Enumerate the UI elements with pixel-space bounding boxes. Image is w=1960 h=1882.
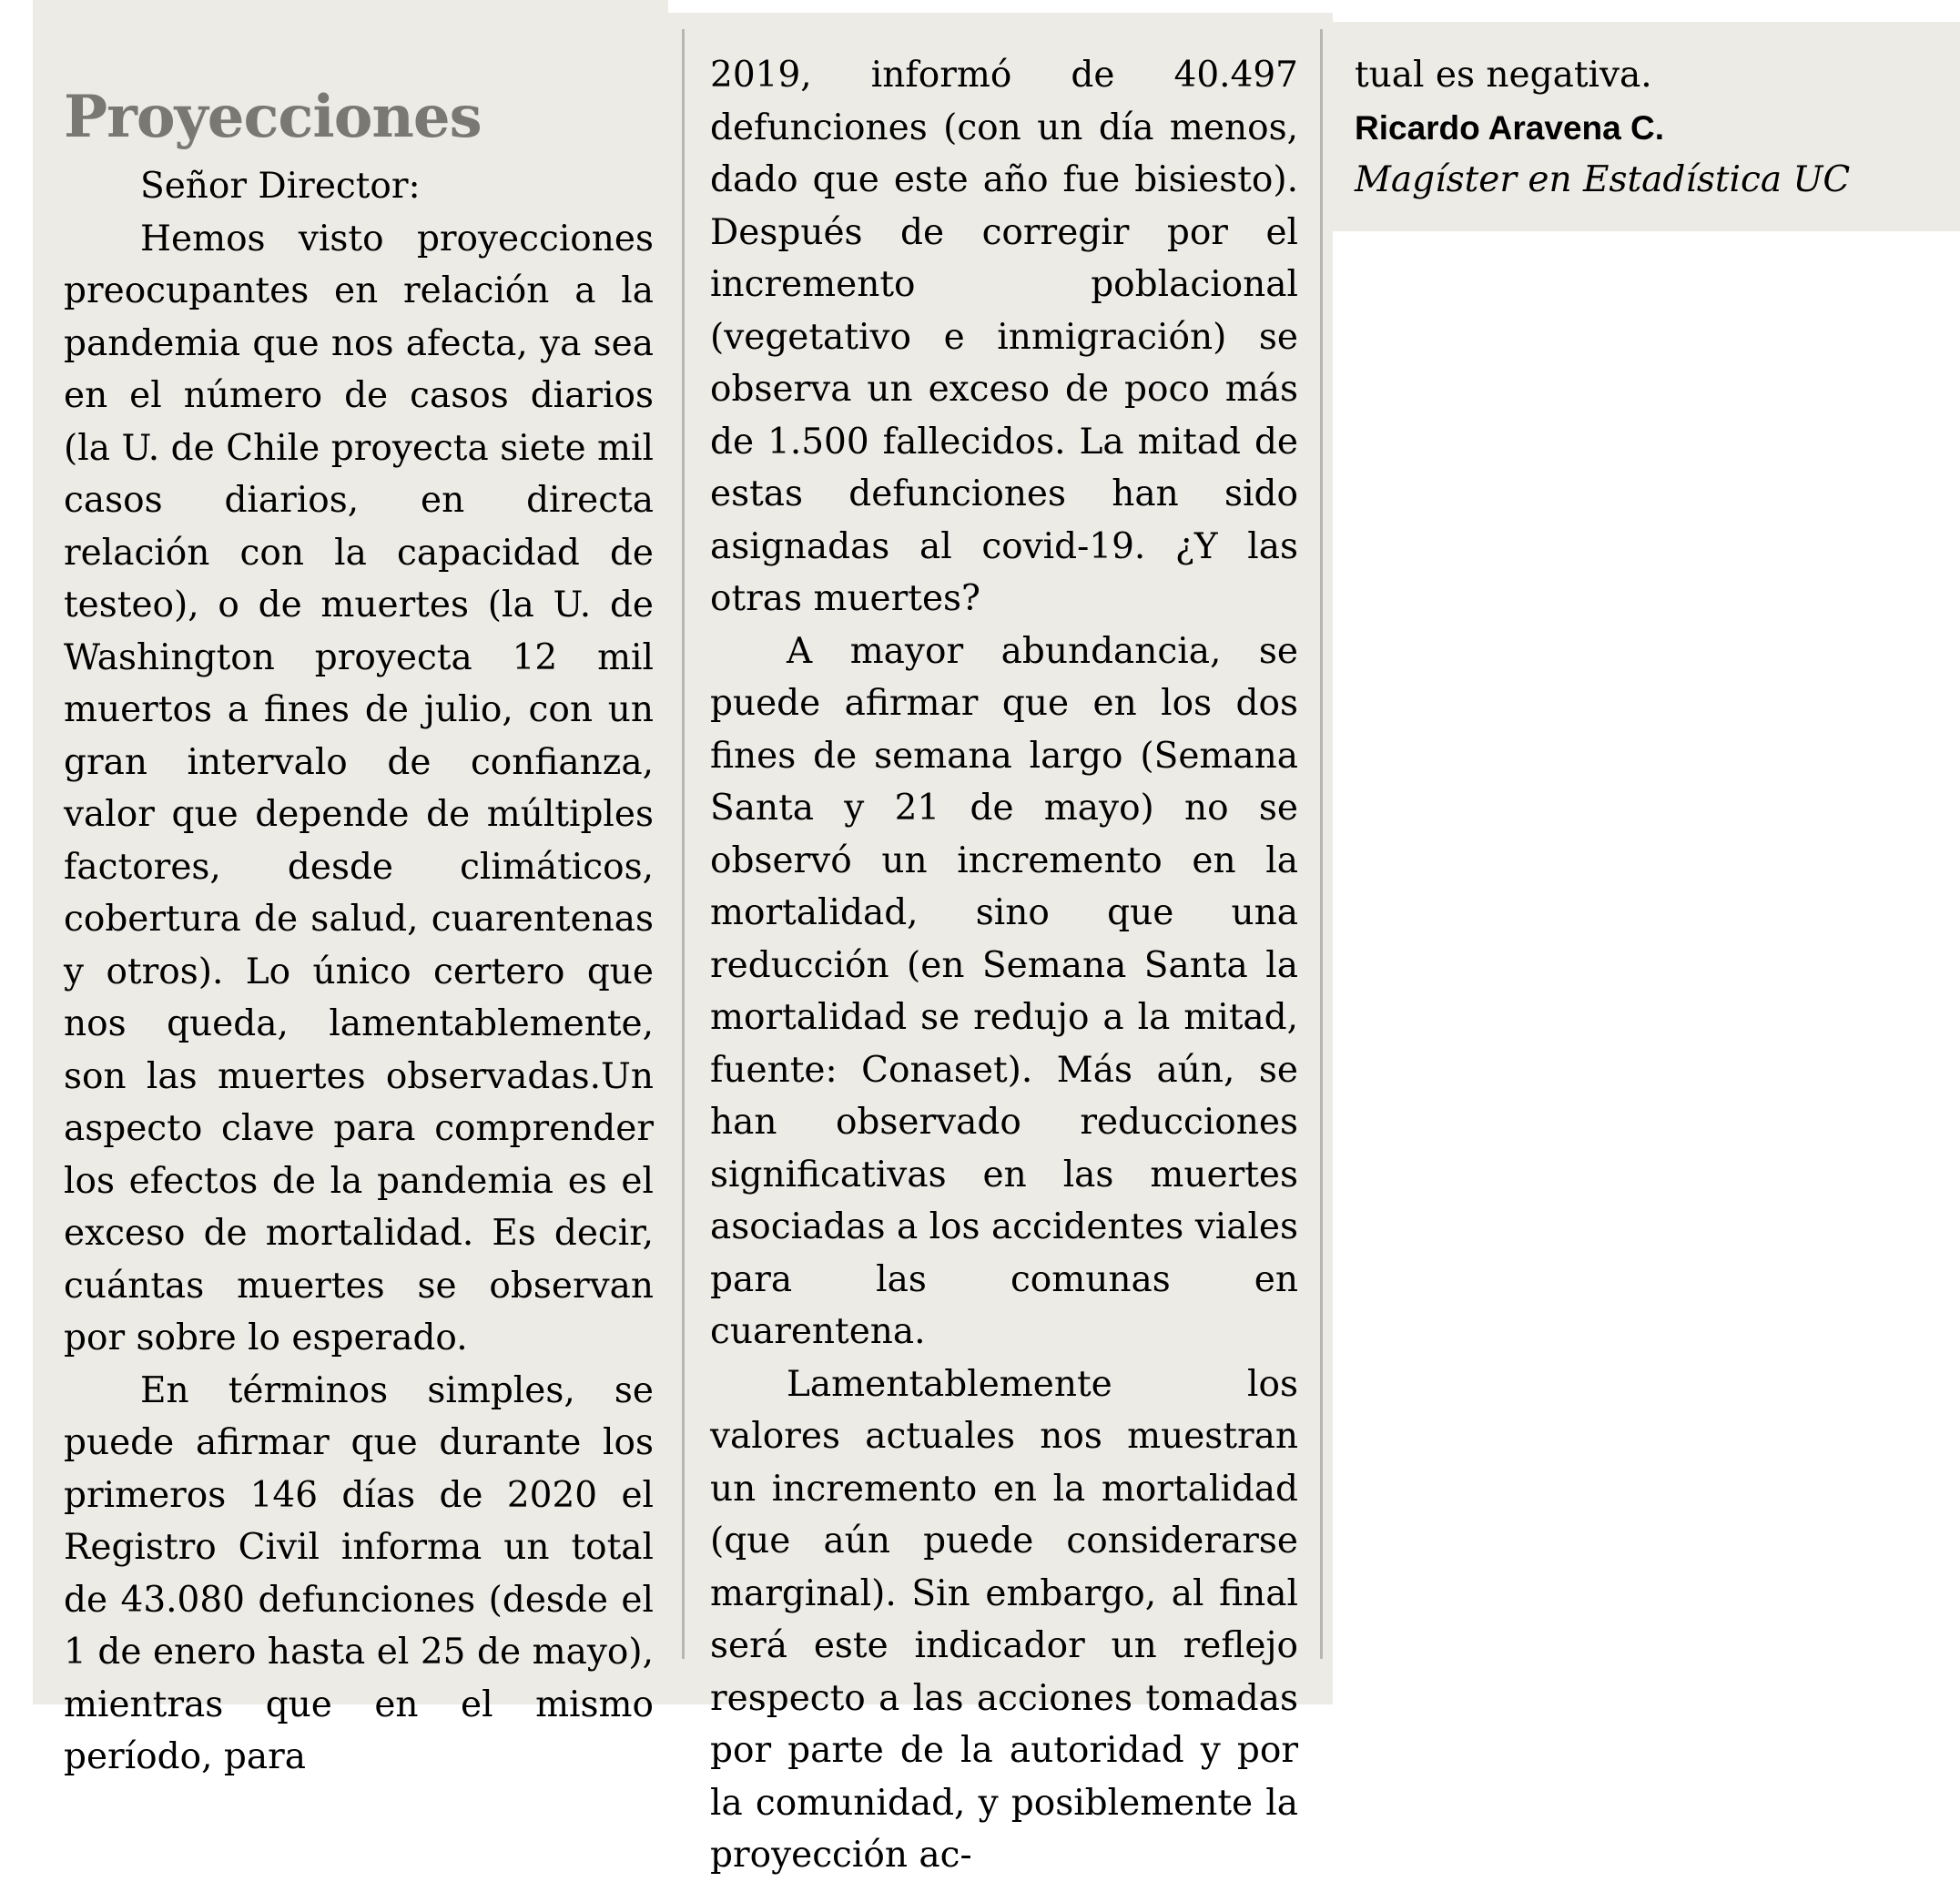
paragraph-4-continued: tual es negativa. xyxy=(1355,55,1652,96)
text-column-3 xyxy=(1355,49,1955,207)
letter-title: Proyecciones xyxy=(64,82,482,151)
paragraph-1: Hemos visto proyecciones preocupantes en relación a la pandemia que nos afecta, ya sea en el número de casos diarios (la U. de Chile proyecta siete mil casos diarios, en directa relación con la capacidad de testeo), o de muertes (la U. de Washington proyecta 12 mil muertos a fines de julio, con un gran intervalo de confianza, valor que depende de múltiples factores, desde climáticos, cobertura de salud, cuarentenas y otros). Lo único certero que nos queda, lamentablemente, son las muertes observadas.Un aspecto clave para comprender los efectos de la pandemia es el exceso de mortalidad. Es decir, cuántas muertes se observan por sobre lo esperado. xyxy=(64,218,654,1358)
text-column-1 xyxy=(64,160,654,1784)
salutation: Señor Director: xyxy=(140,166,421,207)
signature-role: Magíster en Estadística UC xyxy=(1355,159,1851,200)
column-divider-1 xyxy=(682,29,685,1659)
paragraph-4: Lamentablemente los valores actuales nos muestran un incremento en la mortalidad (que aún puede considerarse marginal). Sin embargo, al final será este indicador un reflejo respecto a las acciones tomadas por parte de la autoridad y por la comunidad, y posiblemente la proyección ac- xyxy=(710,1363,1298,1876)
signature-name: Ricardo Aravena C. xyxy=(1355,108,1664,147)
text-column-2 xyxy=(710,49,1298,1882)
column-divider-2 xyxy=(1320,29,1323,1659)
paragraph-3: A mayor abundancia, se puede afirmar que en los dos fines de semana largo (Semana Santa y 21 de mayo) no se observó un incremento en la mortalidad, sino que una reducción (en Semana Santa la mortalidad se redujo a la mitad, fuente: Conaset). Más aún, se han observado reducciones significativas en las muertes asociadas a los accidentes viales para las comunas en cuarentena. xyxy=(710,630,1299,1352)
paragraph-2-continued: 2019, informó de 40.497 defunciones (con un día menos, dado que este año fue bisiesto). Después de corregir por el incremento poblacional (vegetativo e inmigración) se observa un exceso de poco más de 1.500 fallecidos. La mitad de estas defunciones han sido asignadas al covid-19. ¿Y las otras muertes? xyxy=(710,55,1298,619)
paragraph-2: En términos simples, se puede afirmar que durante los primeros 146 días de 2020 el Registro Civil informa un total de 43.080 defunciones (desde el 1 de enero hasta el 25 de mayo), mientras que en el mismo período, para xyxy=(64,1369,654,1777)
